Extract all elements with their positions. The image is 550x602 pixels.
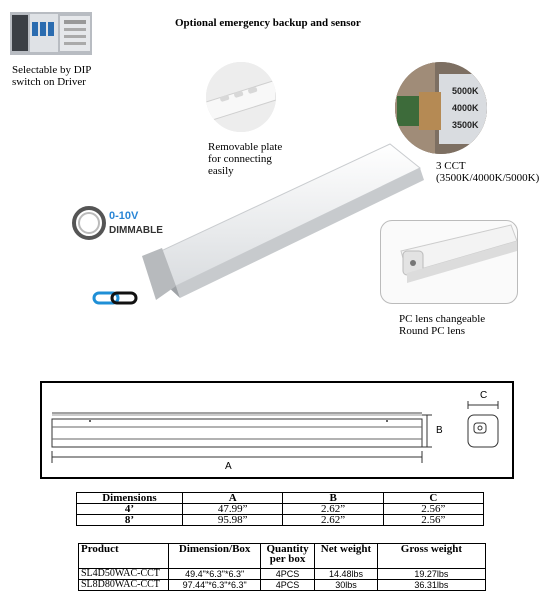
table-row [79,569,486,580]
table-cell: SL8D80WAC-CCT [79,580,169,591]
cct-label-4000: 4000K [452,103,479,113]
table-row [77,515,484,526]
table-cell: 4’ [77,504,183,515]
dimmable-badge [71,205,107,246]
table-cell: 4PCS [260,580,314,591]
dip-switch-photo [10,12,92,55]
product-header-cell: Net weight [315,544,378,569]
plate-caption-line-3: easily [208,165,234,177]
dimensions-table [76,492,484,526]
dimmable-line-2: DIMMABLE [109,225,163,236]
dimmable-line-1: 0-10V [109,210,139,222]
table-cell: 2.56” [383,515,483,526]
plate-caption-line-1: Removable plate [208,141,283,153]
table-cell: 97.44"*6.3"*6.3" [169,580,261,591]
dimmer-ring-icon [71,205,107,241]
cct-caption [436,160,539,184]
table-cell: 14.48lbs [315,569,378,580]
product-header-cell: Quantity per box [260,544,314,569]
dimension-label-a: A [225,461,232,472]
dimension-drawing [40,381,514,479]
lens-end-image [381,221,517,303]
dimension-label-c: C [480,390,488,401]
product-header-cell: Dimension/Box [169,544,261,569]
dimensions-header-row [77,493,484,504]
dip-caption-line-2: switch on Driver [12,76,86,88]
linkable-badge [92,290,138,311]
dip-caption-line-1: Selectable by DIP [12,64,92,76]
table-cell: 2.62” [283,515,383,526]
dimensions-header-cell: C [383,493,483,504]
table-cell: 2.56” [383,504,483,515]
table-row [79,580,486,591]
table-cell: 4PCS [260,569,314,580]
table-cell: 36.31lbs [377,580,485,591]
dimensions-header-cell: B [283,493,383,504]
table-cell: 49.4"*6.3"*6.3" [169,569,261,580]
product-table [78,543,486,591]
plate-caption-line-2: for connecting [208,153,272,165]
dimensions-header-cell: Dimensions [77,493,183,504]
lens-caption-line-1: PC lens changeable [399,313,486,325]
table-cell: 19.27lbs [377,569,485,580]
removable-plate-photo [206,62,276,132]
product-header-cell: Product [79,544,169,569]
lens-caption-line-2: Round PC lens [399,325,466,337]
table-row [77,504,484,515]
dimensions-header-cell: A [182,493,283,504]
cct-caption-line-1: 3 CCT [436,160,466,172]
plate-image [206,62,276,132]
table-cell: SL4D50WAC-CCT [79,569,169,580]
link-chain-icon [92,290,138,306]
product-header-row [79,544,486,569]
dip-caption [12,64,91,88]
page-title: Optional emergency backup and sensor [175,17,361,29]
cct-label-3500: 3500K [452,120,479,130]
lens-inset-photo [380,220,518,304]
dimension-label-b: B [436,425,443,436]
cct-label-5000: 5000K [452,86,479,96]
table-cell: 47.99” [182,504,283,515]
product-header-cell: Gross weight [377,544,485,569]
table-cell: 8’ [77,515,183,526]
table-cell: 95.98” [182,515,283,526]
table-cell: 30lbs [315,580,378,591]
cct-caption-line-2: (3500K/4000K/5000K) [436,172,540,184]
lens-caption [399,313,485,337]
dip-switch-image [10,12,92,55]
table-cell: 2.62” [283,504,383,515]
